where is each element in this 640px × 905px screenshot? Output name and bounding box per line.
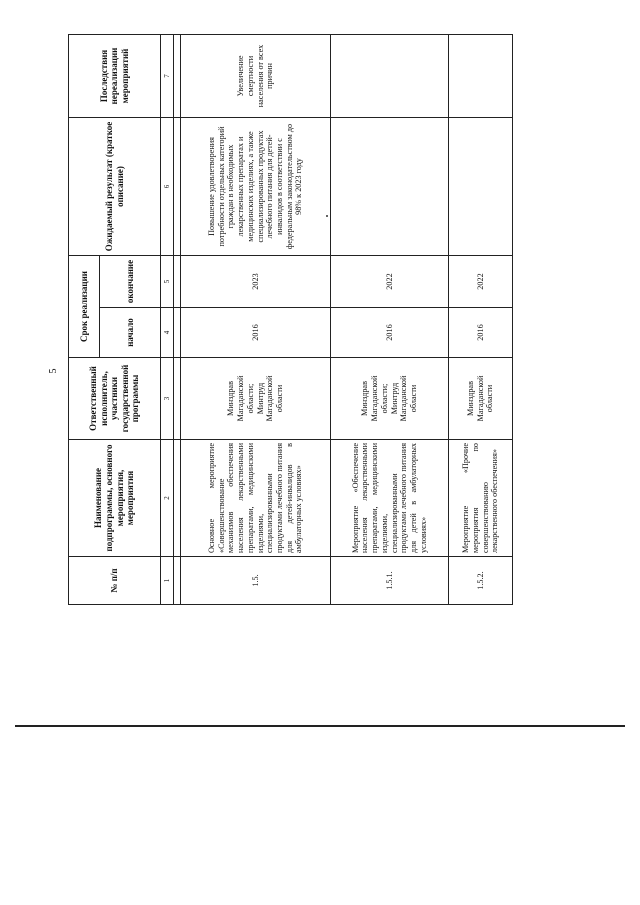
header-start: начало (100, 308, 161, 358)
header-name: Наименование подпрограммы, основного мероприятия, мероприятия (69, 440, 161, 557)
column-number: 3 (161, 358, 174, 440)
header-result: Ожидаемый результат (краткое описание) (69, 118, 161, 256)
header-period: Срок реализации (69, 256, 100, 358)
row-end: 2023 (181, 256, 331, 308)
column-number: 2 (161, 440, 174, 557)
row-num: 1.5.2. (449, 557, 513, 605)
table-row (449, 35, 513, 605)
column-number: 7 (161, 35, 174, 118)
row-num: 1.5. (181, 557, 331, 605)
header-consequences: Последствия нереализации мероприятий (69, 35, 161, 118)
measures-table-rotated (68, 35, 500, 605)
row-name: Основное мероприятие «Совершенствование механизмов обеспечения населения лекарственными препаратами, медицинскими изделиями, специализированными продуктами лечебного питания для детей-инвалидов в амбулаторных условиях» (181, 440, 331, 557)
column-number: 4 (161, 308, 174, 358)
header-num: № п/п (69, 557, 161, 605)
row-name: Мероприятие «Прочие мероприятия по совершенствованию лекарственного обеспечения» (449, 440, 513, 557)
row-num: 1.5.1. (331, 557, 449, 605)
row-result (331, 118, 449, 256)
header-responsible: Ответственный исполнитель, участники государственной программы (69, 358, 161, 440)
row-responsible: Минздрав Магаданской области; Минтруд Магаданской области (331, 358, 449, 440)
header-row-1 (69, 35, 100, 605)
row-consequences: Увеличение смертности населения от всех причин (181, 35, 331, 118)
header-end: окончание (100, 256, 161, 308)
row-end: 2022 (331, 256, 449, 308)
column-number-row (161, 35, 174, 605)
row-result (449, 118, 513, 256)
blank-row (174, 35, 181, 605)
row-start: 2016 (181, 308, 331, 358)
column-number: 6 (161, 118, 174, 256)
row-start: 2016 (449, 308, 513, 358)
row-responsible: Минздрав Магаданской области (449, 358, 513, 440)
row-responsible: Минздрав Магаданской области; Минтруд Магаданской области (181, 358, 331, 440)
column-number: 1 (161, 557, 174, 605)
table-row (331, 35, 449, 605)
row-result: Повышение удовлетворения потребности отдельных категорий граждан в необходимых лекарственных препаратах и медицинских изделиях, а также специализированных продуктах лечебного питания для детей-инвалидов в соответствии с федеральным законодательством до 98% к 2023 году (181, 118, 331, 256)
row-name: Мероприятие «Обеспечение населения лекарственными препаратами, медицинскими изделиями, специализированными продуктами лечебного питания для детей в амбулаторных условиях» (331, 440, 449, 557)
page-divider-line (15, 725, 625, 727)
row-consequences (449, 35, 513, 118)
row-start: 2016 (331, 308, 449, 358)
row-consequences (331, 35, 449, 118)
table-row (181, 35, 331, 605)
column-number: 5 (161, 256, 174, 308)
page-number: 5 (48, 368, 59, 374)
row-end: 2022 (449, 256, 513, 308)
measures-table (68, 34, 513, 605)
